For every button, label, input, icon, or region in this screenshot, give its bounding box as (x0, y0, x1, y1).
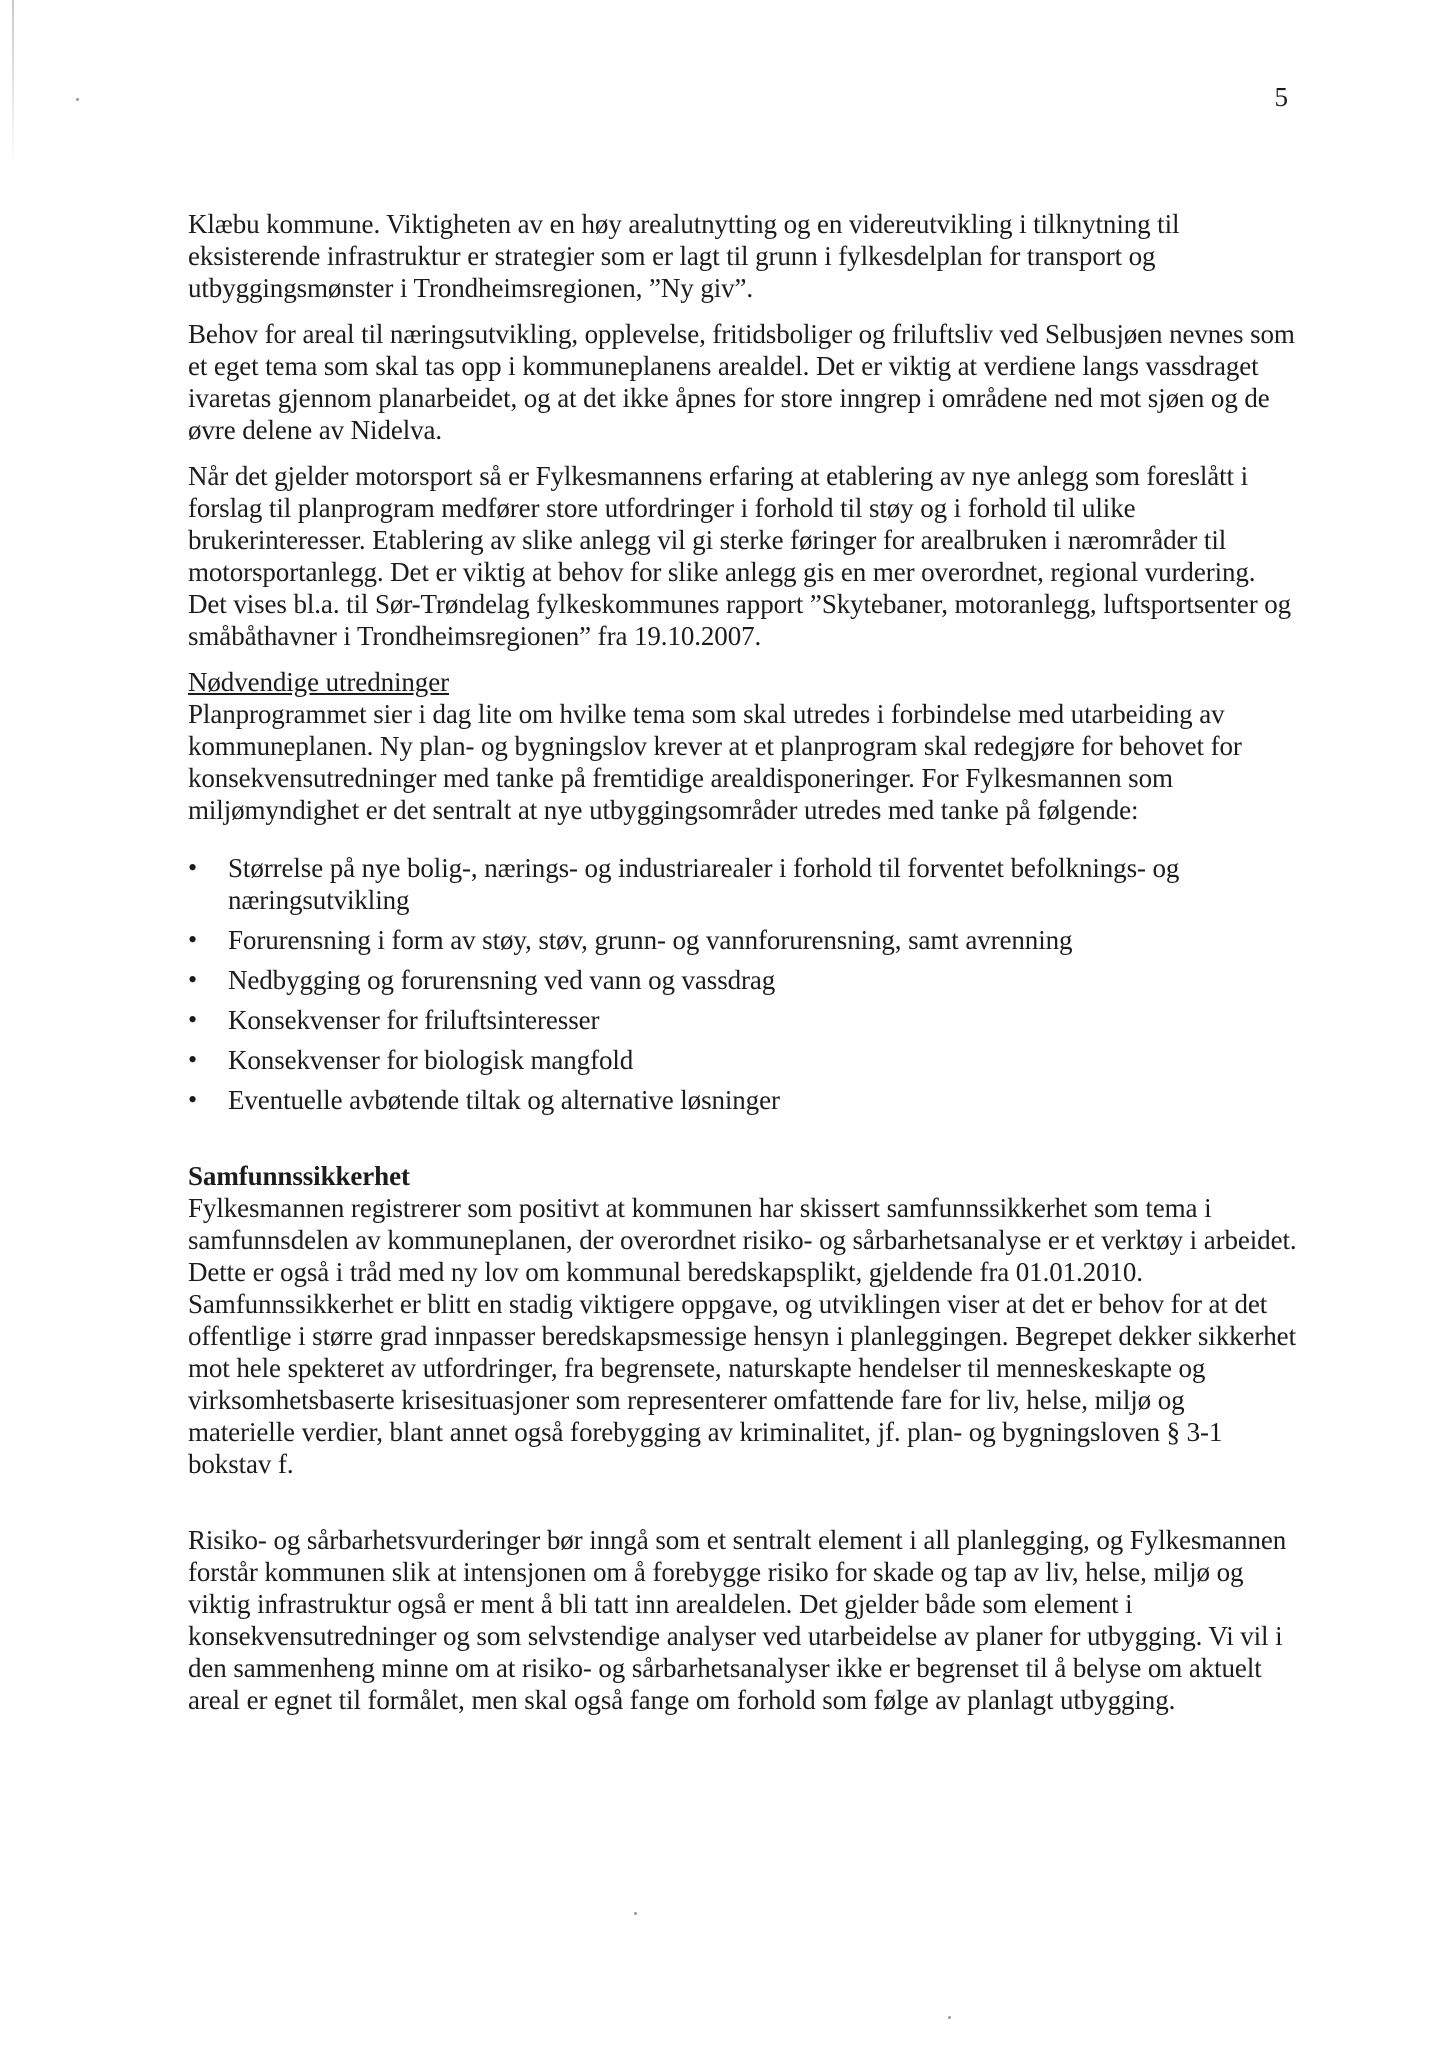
section-heading-utredninger: Nødvendige utredninger (188, 667, 449, 697)
list-item: • Konsekvenser for friluftsinteresser (188, 1004, 1298, 1036)
utredninger-list (188, 852, 1298, 1116)
list-item: • Størrelse på nye bolig-, nærings- og industriarealer i forhold til forventet befolknings- og næringsutvikling (188, 852, 1298, 916)
scan-speck (76, 98, 79, 101)
paragraph-samfunnssikkerhet-1: Fylkesmannen registrerer som positivt at kommunen har skissert samfunnssikkerhet som tema i samfunnsdelen av kommuneplanen, der overordnet risiko- og sårbarhetsanalyse er et verktøy i arbeidet. Dette er også i tråd med ny lov om kommunal beredskapsplikt, gjeldende fra 01.01.2010. Samfunnssikkerhet er blitt en stadig viktigere oppgave, og utviklingen viser at det er behov for at det offentlige i større grad innpasser beredskapsmessige hensyn i planleggingen. Begrepet dekker sikkerhet mot hele spekteret av utfordringer, fra begrensete, naturskapte hendelser til menneskeskapte og virksomhetsbaserte krisesituasjoner som representerer omfattende fare for liv, helse, miljø og materielle verdier, blant annet også forebygging av kriminalitet, jf. plan- og bygningsloven § 3-1 bokstav f. (188, 1193, 1297, 1479)
paragraph-utredninger-intro: Planprogrammet sier i dag lite om hvilke tema som skal utredes i forbindelse med utarbeiding av kommuneplanen. Ny plan- og bygningslov krever at et planprogram skal redegjøre for behovet for konsekvensutredninger med tanke på fremtidige arealdisponeringer. For Fylkesmannen som miljømyndighet er det sentralt at nye utbyggingsområder utredes med tanke på følgende: (188, 699, 1242, 825)
list-item: • Eventuelle avbøtende tiltak og alternative løsninger (188, 1084, 1298, 1116)
list-item: • Nedbygging og forurensning ved vann og vassdrag (188, 964, 1298, 996)
paragraph-klaebu: Klæbu kommune. Viktigheten av en høy arealutnytting og en videreutvikling i tilknytning til eksisterende infrastruktur er strategier som er lagt til grunn i fylkesdelplan for transport og utbyggingsmønster i Trondheimsregionen, ”Ny giv”. (188, 209, 1180, 303)
scan-edge-shadow (12, 0, 14, 170)
paragraph-motorsport: Når det gjelder motorsport så er Fylkesmannens erfaring at etablering av nye anlegg som foreslått i forslag til planprogram medfører store utfordringer i forhold til støy og i forhold til ulike brukerinteresser. Etablering av slike anlegg vil gi sterke føringer for arealbruken i nærområder til motorsportanlegg. Det er viktig at behov for slike anlegg gis en mer overordnet, regional vurdering. Det vises bl.a. til Sør-Trøndelag fylkeskommunes rapport ”Skytebaner, motoranlegg, luftsportsenter og småbåthavner i Trondheimsregionen” fra 19.10.2007. (188, 461, 1292, 651)
section-heading-samfunnssikkerhet: Samfunnssikkerhet (188, 1161, 410, 1191)
list-item: • Konsekvenser for biologisk mangfold (188, 1044, 1298, 1076)
page-number: 5 (1274, 82, 1288, 112)
scan-speck (948, 2016, 951, 2019)
paragraph-samfunnssikkerhet-2: Risiko- og sårbarhetsvurderinger bør inngå som et sentralt element i all planlegging, og Fylkesmannen forstår kommunen slik at intensjonen om å forebygge risiko for skade og tap av liv, helse, miljø og viktig infrastruktur også er ment å bli tatt inn arealdelen. Det gjelder både som element i konsekvensutredninger og som selvstendige analyser ved utarbeidelse av planer for utbygging. Vi vil i den sammenheng minne om at risiko- og sårbarhetsanalyser ikke er begrenset til å belyse om aktuelt areal er egnet til formålet, men skal også fange om forhold som følge av planlagt utbygging. (188, 1525, 1287, 1715)
scan-speck (634, 1912, 637, 1915)
document-body (188, 208, 1298, 1730)
paragraph-selbusjoen: Behov for areal til næringsutvikling, opplevelse, fritidsboliger og friluftsliv ved Selbusjøen nevnes som et eget tema som skal tas opp i kommuneplanens arealdel. Det er viktig at verdiene langs vassdraget ivaretas gjennom planarbeidet, og at det ikke åpnes for store inngrep i områdene ned mot sjøen og de øvre delene av Nidelva. (188, 319, 1295, 445)
list-item: • Forurensning i form av støy, støv, grunn- og vannforurensning, samt avrenning (188, 924, 1298, 956)
